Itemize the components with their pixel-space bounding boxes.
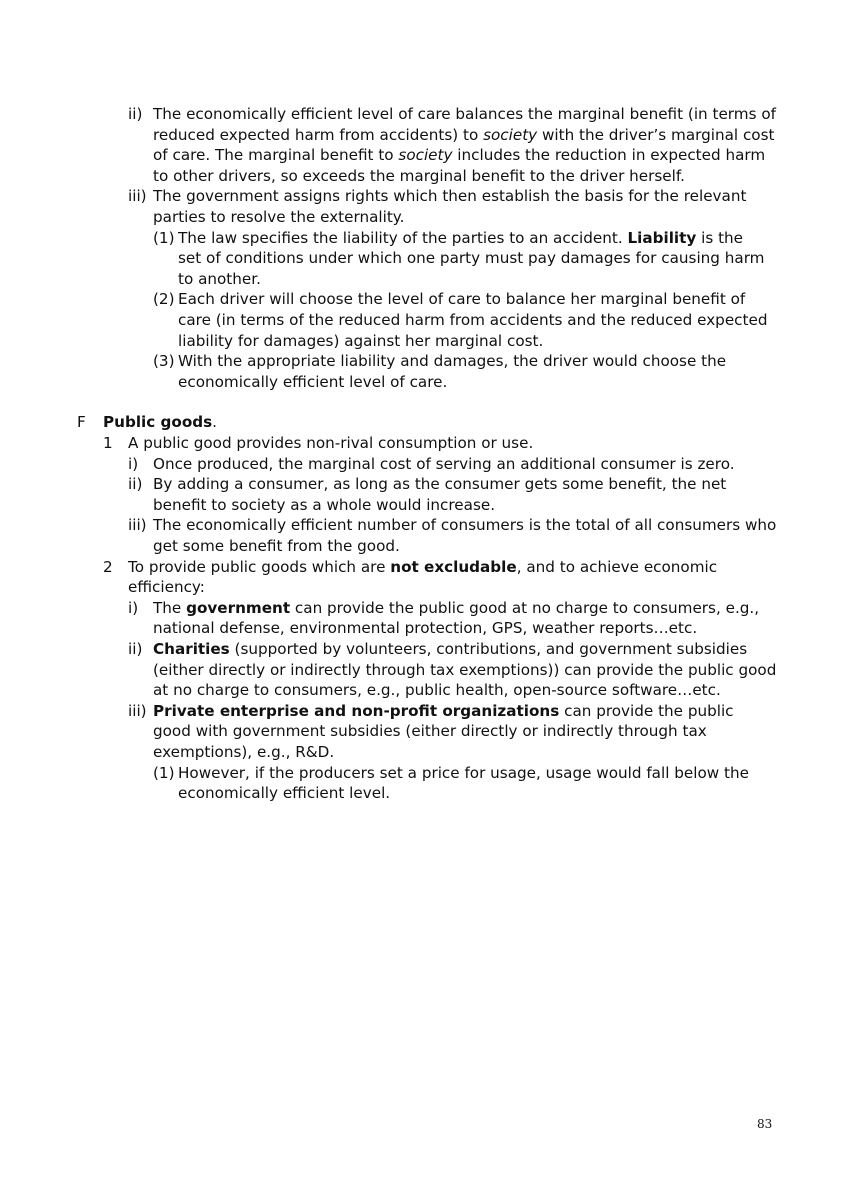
list-marker: F [77, 413, 86, 432]
text-run: (either directly or indirectly through tax exemptions)) can provide the public good [153, 660, 777, 679]
text-run: The law specifies the liability of the parties to an accident. [178, 228, 628, 247]
text-run: parties to resolve the externality. [153, 208, 405, 226]
italic-term: society [398, 146, 453, 165]
text-line [153, 701, 734, 722]
text-run: at no charge to consumers, e.g., public health, open-source software…etc. [153, 681, 721, 700]
text-run: is the [696, 228, 744, 247]
text-run: The government assigns rights which then establish the basis for the relevant [153, 187, 747, 206]
text-run: To provide public goods which are [128, 557, 391, 576]
text-line [153, 721, 707, 742]
text-line [178, 351, 726, 372]
list-marker: (1) [153, 763, 175, 782]
list-marker: (1) [153, 228, 175, 247]
text-run: reduced expected harm from accidents) to [153, 125, 484, 144]
text-run: (supported by volunteers, contributions, and government subsidies [229, 640, 748, 658]
text-line [178, 248, 764, 269]
text-run: can provide the public [559, 701, 734, 720]
text-line [178, 763, 749, 784]
text-line [153, 598, 759, 619]
text-run: A public good provides non-rival consumption or use. [128, 434, 534, 452]
text-line [153, 454, 735, 475]
text-run: economically efficient level. [178, 784, 391, 803]
text-run: However, if the producers set a price for usage, usage would fall below the [178, 763, 749, 782]
text-run: includes the reduction in expected harm [452, 146, 766, 165]
italic-term: society [483, 125, 538, 144]
text-line [153, 515, 776, 536]
text-run: The economically efficient number of consumers is the total of all consumers who [153, 516, 777, 535]
text-run: to other drivers, so exceeds the marginal benefit to the driver herself. [153, 166, 685, 185]
text-run: The economically efficient level of care balances the marginal benefit (in terms of [153, 105, 776, 123]
page-number: 83 [757, 1117, 773, 1131]
text-line [178, 289, 745, 310]
text-run: of care. The marginal benefit to [153, 146, 399, 165]
list-marker: iii) [128, 701, 147, 720]
text-run: With the appropriate liability and damages, the driver would choose the [178, 352, 727, 371]
list-marker: ii) [128, 475, 143, 494]
text-line [178, 269, 261, 290]
bold-term: not excludable [390, 557, 517, 576]
text-run: good with government subsidies (either directly or indirectly through tax [153, 722, 707, 741]
text-line [153, 495, 495, 516]
text-line [128, 433, 533, 454]
bold-term: Public goods [103, 413, 213, 432]
text-run: , and to achieve economic [516, 557, 718, 576]
text-run: get some benefit from the good. [153, 537, 400, 555]
text-run: Once produced, the marginal cost of serving an additional consumer is zero. [153, 454, 735, 473]
list-marker: i) [128, 598, 139, 617]
bold-term: government [186, 598, 291, 617]
text-line [153, 742, 334, 763]
text-line [178, 783, 390, 804]
text-run: exemptions), e.g., R&D. [153, 743, 335, 761]
text-line [153, 536, 400, 557]
list-marker: (2) [153, 290, 175, 309]
text-line [153, 618, 697, 639]
text-line [153, 639, 747, 660]
text-run: Each driver will choose the level of care to balance her marginal benefit of [178, 290, 746, 309]
text-run: efficiency: [128, 578, 205, 597]
text-line [128, 577, 205, 598]
bold-term: Private enterprise and non-profit organizations [153, 701, 560, 720]
text-line [153, 145, 765, 166]
list-marker: 2 [103, 557, 113, 576]
list-marker: (3) [153, 352, 175, 371]
text-line [153, 474, 726, 495]
text-line [178, 331, 543, 352]
text-run: to another. [178, 269, 261, 288]
text-run: economically efficient level of care. [178, 372, 448, 391]
text-line [153, 186, 746, 207]
text-line [178, 372, 447, 393]
text-run: national defense, environmental protection, GPS, weather reports…etc. [153, 619, 698, 638]
text-line [178, 310, 767, 331]
list-marker: iii) [128, 516, 147, 535]
list-marker: i) [128, 454, 139, 473]
text-run: The [153, 598, 187, 617]
text-line [153, 166, 685, 187]
text-run: liability for damages) against her marginal cost. [178, 331, 544, 350]
text-line [153, 680, 721, 701]
bold-term: Charities [153, 640, 230, 658]
text-run: By adding a consumer, as long as the consumer gets some benefit, the net [153, 475, 727, 494]
text-line [128, 557, 717, 578]
text-run: . [212, 413, 217, 432]
list-marker: 1 [103, 434, 113, 452]
text-line [178, 228, 743, 249]
text-run: benefit to society as a whole would increase. [153, 495, 496, 514]
list-marker: ii) [128, 105, 143, 123]
text-line [153, 660, 776, 681]
text-run: with the driver’s marginal cost [537, 125, 775, 144]
text-run: care (in terms of the reduced harm from accidents and the reduced expected [178, 311, 768, 329]
list-marker: iii) [128, 187, 147, 206]
text-line [153, 207, 404, 228]
text-line [153, 125, 774, 146]
list-marker: ii) [128, 640, 143, 658]
text-line [103, 412, 217, 433]
bold-term: Liability [627, 228, 697, 247]
text-run: can provide the public good at no charge to consumers, e.g., [290, 598, 760, 617]
text-run: set of conditions under which one party must pay damages for causing harm [178, 249, 765, 268]
text-line [153, 104, 776, 125]
